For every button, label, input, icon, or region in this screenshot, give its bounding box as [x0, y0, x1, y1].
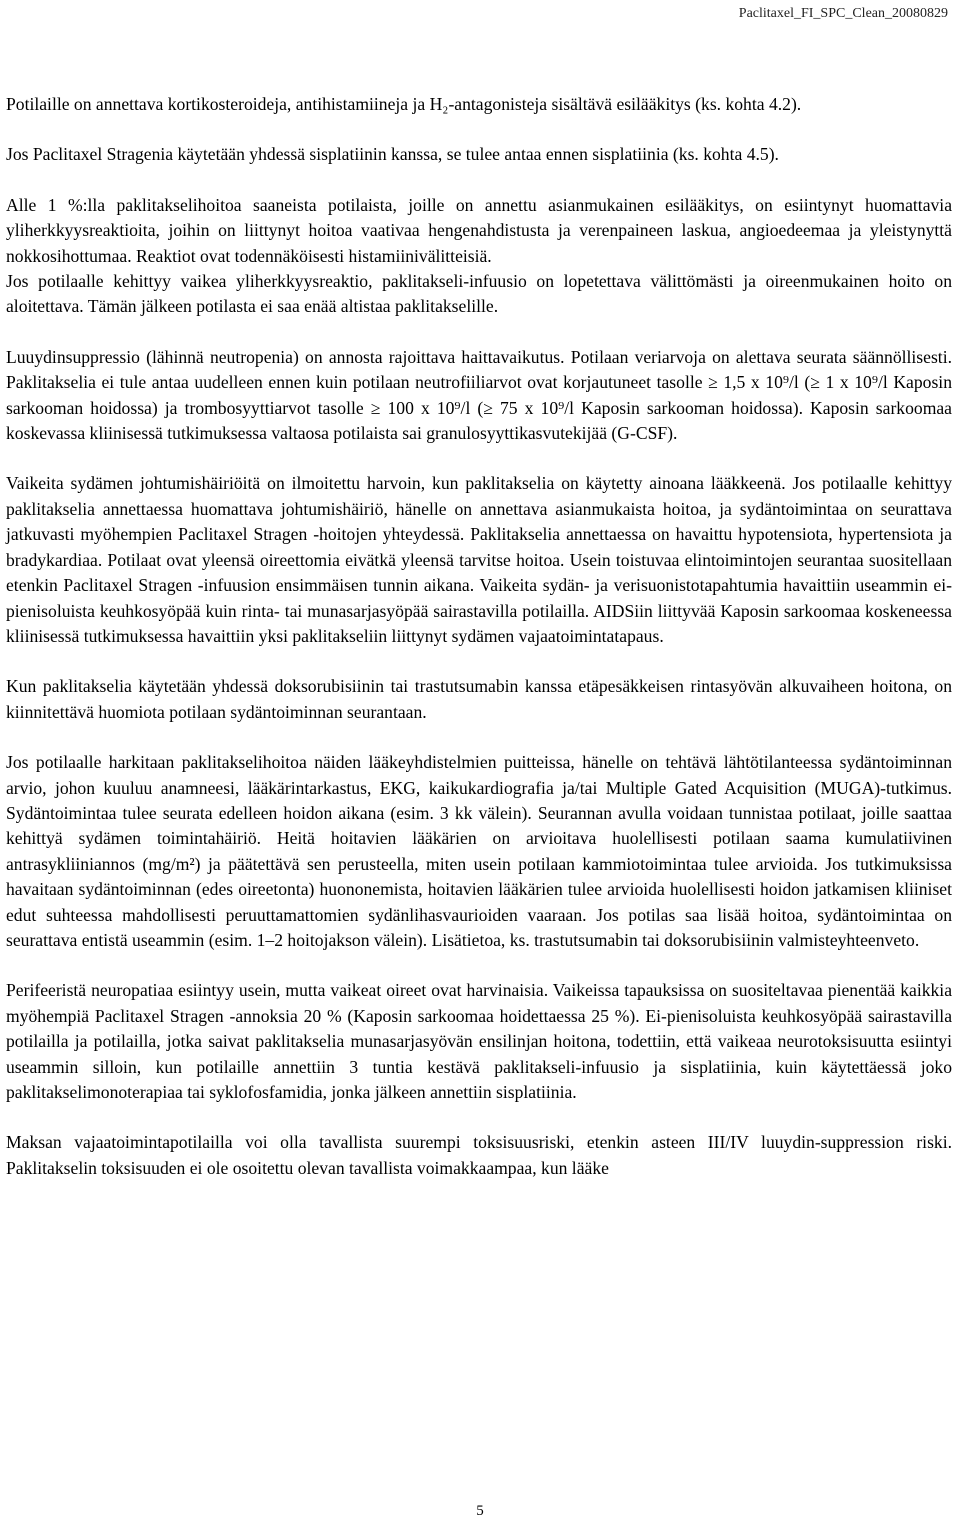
paragraph-severe-reaction: Jos potilaalle kehittyy vaikea yliherkkyysreaktio, paklitakseli-infuusio on lopetettava välittömästi ja oireenmukainen hoito on aloitettava. Tämän jälkeen potilasta ei saa enää altistaa paklitakselille. [6, 271, 952, 317]
paragraph-hypersensitivity: Alle 1 %:lla paklitakselihoitoa saaneista potilaista, joille on annettu asianmukainen esilääkitys, on esiintynyt huomattavia yliherkkyysreaktioita, joihin on liittynyt hoitoa vaativaa hengenahdistusta ja verenpaineen laskua, angioedeemaa ja yleistynyttä nokkosihottumaa. Reaktiot ovat todennäköisesti histamiinivälitteisiä. [6, 194, 952, 266]
paragraph-cardiac-conduction: Vaikeita sydämen johtumishäiriöitä on ilmoitettu harvoin, kun paklitakselia on käytetty ainoana lääkkeenä. Jos potilaalle kehittyy paklitakselia annettaessa huomattava johtumishäiriö, hänelle on annettava asianmukaista hoitoa, ja sydäntoimintaa on seurattava jatkuvasti myöhempien Paclitaxel Stragen -hoitojen yhteydessä. Paklitakselia annettaessa on havaittu hypotensiota, hypertensiota ja bradykardiaa. Potilaat ovat yleensä oireettomia eivätkä yleensä tarvitse hoitoa. Usein toistuvaa elintoimintojen seurantaa suositellaan etenkin Paclitaxel Stragen -infuusion ensimmäisen tunnin aikana. Vaikeita sydän- ja verisuonistotapahtumia havaittiin useammin ei-pienisoluista keuhkosyöpää kuin rinta- tai munasarjasyöpää sairastavilla potilailla. AIDSiin liittyvää Kaposin sarkoomaa koskeneessa kliinisessä tutkimuksessa havaittiin yksi paklitakseliin liittynyt sydämen vajaatoimintatapaus. [6, 473, 952, 646]
paragraph-peripheral-neuropathy: Perifeeristä neuropatiaa esiintyy usein, mutta vaikeat oireet ovat harvinaisia. Vaikeissa tapauksissa on suositeltavaa pienentää kaikkia myöhempiä Paclitaxel Stragen -annoksia 20 % (Kaposin sarkoomaa hoidettaessa 25 %). Ei-pienisoluista keuhkosyöpää sairastavilla potilailla ja potilailla, jotka saivat paklitakselia munasarjasyövän ensilinjan hoitona, todettiin, että vaikeaa neurotoksisuutta esiintyi useammin silloin, kun potilaille annettiin 3 tuntia kestävä paklitakseli-infuusio ja sisplatiinia, kuin käytettäessä joko paklitakselimonoterapiaa tai syklofosfamidia, jonka jälkeen annettiin sisplatiinia. [6, 980, 952, 1102]
paragraph-hepatic-impairment: Maksan vajaatoimintapotilailla voi olla tavallista suurempi toksisuusriski, etenkin asteen III/IV luuydin-suppression riski. Paklitakselin toksisuuden ei ole osoitettu olevan tavallista voimakkaampaa, kun lääke [6, 1132, 952, 1178]
document-body [6, 92, 952, 1206]
paragraph-bone-marrow-suppression: Luuydinsuppressio (lähinnä neutropenia) on annosta rajoittava haittavaikutus. Potilaan veriarvoja on alettava seurata säännöllisesti. Paklitakselia ei tule antaa uudelleen ennen kuin potilaan neutrofiiliarvot ovat korjautuneet tasolle ≥ 1,5 x 10⁹/l (≥ 1 x 10⁹/l Kaposin sarkooman hoidossa) ja trombosyyttiarvot tasolle ≥ 100 x 10⁹/l (≥ 75 x 10⁹/l Kaposin sarkooman hoidossa). Kaposin sarkoomaa koskevassa kliinisessä tutkimuksessa valtaosa potilaista sai granulosyyttikasvutekijää (G-CSF). [6, 346, 952, 444]
document-id-header: Paclitaxel_FI_SPC_Clean_20080829 [738, 6, 948, 21]
paragraph-cisplatin-order: Jos Paclitaxel Stragenia käytetään yhdessä sisplatiinin kanssa, se tulee antaa ennen sisplatiinia (ks. kohta 4.5). [6, 144, 779, 165]
page-number: 5 [476, 1503, 484, 1519]
paragraph-cardiac-monitoring: Jos potilaalle harkitaan paklitakselihoitoa näiden lääkeyhdistelmien puitteissa, hänelle on tehtävä lähtötilanteessa sydäntoiminnan arvio, johon kuuluu anamneesi, lääkärintarkastus, EKG, kaikukardiografia ja/tai Multiple Gated Acquisition (MUGA)-tutkimus. Sydäntoimintaa tulee seurata edelleen hoidon aikana (esim. 3 kk välein). Seurannan avulla voidaan tunnistaa potilaat, joille saattaa kehittyä sydämen toimintahäiriö. Heitä hoitavien lääkärien on arvioitava huolellisesti potilaan saama kumulatiivinen antrasykliiniannos (mg/m²) ja päätettävä sen perusteella, miten usein potilaan kammiotoimintaa tulee arvioida. Jos tutkimuksissa havaitaan sydäntoiminnan (edes oireetonta) huononemista, hoitavien lääkärien tulee arvioida huolellisesti hoidon jatkamisen kliiniset edut suhteessa mahdollisesti peruuttamattomien sydänlihasvaurioiden vaaraan. Jos potilas saa lisää hoitoa, sydäntoimintaa on seurattava entistä useammin (esim. 1–2 hoitojakson välein). Lisätietoa, ks. trastutsumabin tai doksorubisiinin valmisteyhteenveto. [6, 752, 952, 950]
paragraph-premedication: Potilaille on annettava kortikosteroideja, antihistamiineja ja H₂-antagonisteja sisältävä esilääkitys (ks. kohta 4.2). [6, 94, 802, 114]
paragraph-combination-therapy: Kun paklitakselia käytetään yhdessä doksorubisiinin tai trastutsumabin kanssa etäpesäkkeisen rintasyövän alkuvaiheen hoitona, on kiinnitettävä huomiota potilaan sydäntoiminnan seurantaan. [6, 676, 952, 722]
